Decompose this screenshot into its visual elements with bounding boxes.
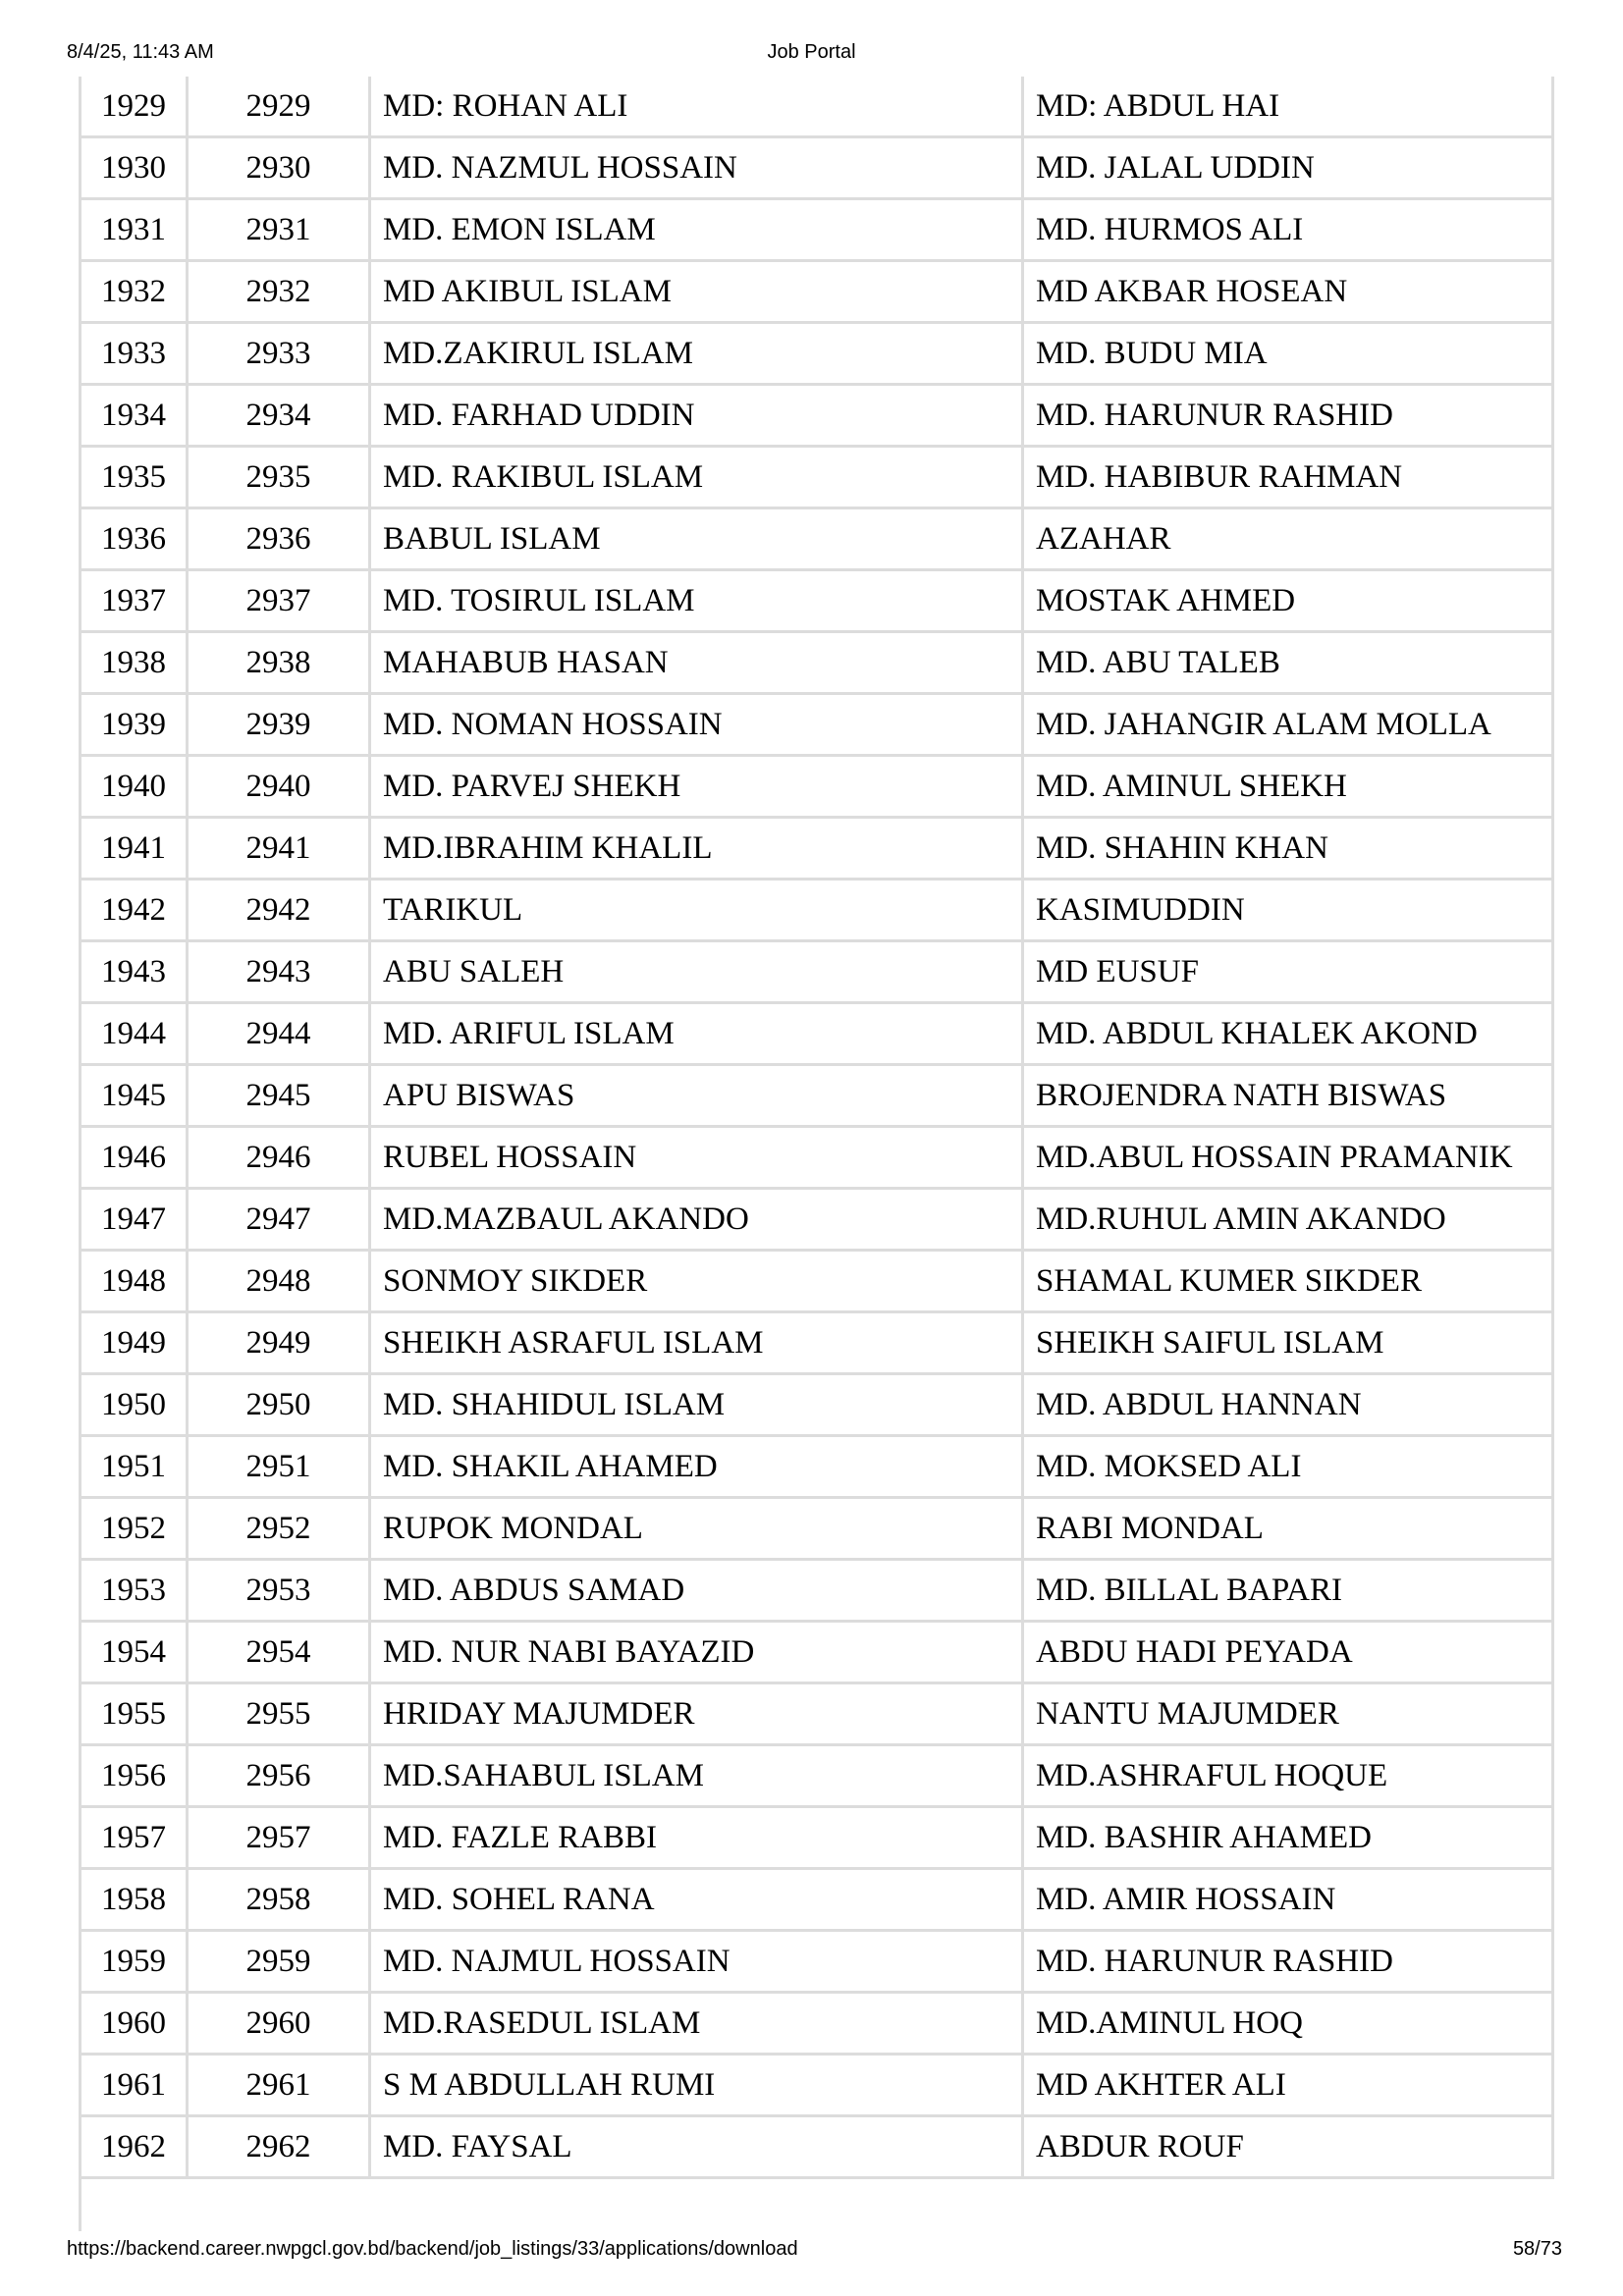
applicants-table-body bbox=[79, 77, 1554, 2179]
serial-cell: 1939 bbox=[79, 695, 189, 757]
serial-cell: 1941 bbox=[79, 819, 189, 881]
table-row bbox=[79, 2056, 1554, 2117]
roll-cell: 2958 bbox=[189, 1870, 371, 1932]
serial-cell: 1936 bbox=[79, 509, 189, 571]
serial-cell: 1961 bbox=[79, 2056, 189, 2117]
father-name-cell: MD. SHAHIN KHAN bbox=[1024, 819, 1554, 881]
applicant-name-cell: MD: ROHAN ALI bbox=[371, 77, 1024, 138]
applicant-name-cell: MD. ARIFUL ISLAM bbox=[371, 1004, 1024, 1066]
table-row bbox=[79, 509, 1554, 571]
roll-cell: 2959 bbox=[189, 1932, 371, 1994]
serial-cell: 1958 bbox=[79, 1870, 189, 1932]
applicant-name-cell: MD.MAZBAUL AKANDO bbox=[371, 1190, 1024, 1252]
father-name-cell: ABDUR ROUF bbox=[1024, 2117, 1554, 2179]
father-name-cell: SHAMAL KUMER SIKDER bbox=[1024, 1252, 1554, 1313]
father-name-cell: MD. MOKSED ALI bbox=[1024, 1437, 1554, 1499]
applicant-name-cell: TARIKUL bbox=[371, 881, 1024, 942]
table-row bbox=[79, 1375, 1554, 1437]
roll-cell: 2935 bbox=[189, 448, 371, 509]
father-name-cell: KASIMUDDIN bbox=[1024, 881, 1554, 942]
father-name-cell: MD.AMINUL HOQ bbox=[1024, 1994, 1554, 2056]
serial-cell: 1929 bbox=[79, 77, 189, 138]
table-row bbox=[79, 386, 1554, 448]
roll-cell: 2961 bbox=[189, 2056, 371, 2117]
roll-cell: 2957 bbox=[189, 1808, 371, 1870]
serial-cell: 1949 bbox=[79, 1313, 189, 1375]
table-row bbox=[79, 1499, 1554, 1561]
roll-cell: 2931 bbox=[189, 200, 371, 262]
roll-cell: 2932 bbox=[189, 262, 371, 324]
applicant-name-cell: MD. FARHAD UDDIN bbox=[371, 386, 1024, 448]
serial-cell: 1938 bbox=[79, 633, 189, 695]
roll-cell: 2933 bbox=[189, 324, 371, 386]
applicant-name-cell: MD. NUR NABI BAYAZID bbox=[371, 1623, 1024, 1684]
applicant-name-cell: MD.IBRAHIM KHALIL bbox=[371, 819, 1024, 881]
applicant-name-cell: MD.SAHABUL ISLAM bbox=[371, 1746, 1024, 1808]
table-row bbox=[79, 1561, 1554, 1623]
table-row bbox=[79, 695, 1554, 757]
roll-cell: 2945 bbox=[189, 1066, 371, 1128]
applicant-name-cell: MD. ABDUS SAMAD bbox=[371, 1561, 1024, 1623]
roll-cell: 2944 bbox=[189, 1004, 371, 1066]
father-name-cell: MD. HURMOS ALI bbox=[1024, 200, 1554, 262]
father-name-cell: MD EUSUF bbox=[1024, 942, 1554, 1004]
print-footer bbox=[0, 2238, 1623, 2268]
page-url: https://backend.career.nwpgcl.gov.bd/backend/job_listings/33/applications/download bbox=[67, 2238, 798, 2260]
serial-cell: 1950 bbox=[79, 1375, 189, 1437]
table-row bbox=[79, 1313, 1554, 1375]
serial-cell: 1933 bbox=[79, 324, 189, 386]
applicant-name-cell: SONMOY SIKDER bbox=[371, 1252, 1024, 1313]
table-row bbox=[79, 1004, 1554, 1066]
applicant-name-cell: MD. NOMAN HOSSAIN bbox=[371, 695, 1024, 757]
father-name-cell: MD. ABDUL HANNAN bbox=[1024, 1375, 1554, 1437]
table-row bbox=[79, 757, 1554, 819]
page-number: 58/73 bbox=[1512, 2238, 1562, 2260]
page-title: Job Portal bbox=[767, 41, 856, 63]
table-row bbox=[79, 881, 1554, 942]
roll-cell: 2960 bbox=[189, 1994, 371, 2056]
serial-cell: 1943 bbox=[79, 942, 189, 1004]
serial-cell: 1957 bbox=[79, 1808, 189, 1870]
father-name-cell: MD. AMINUL SHEKH bbox=[1024, 757, 1554, 819]
roll-cell: 2952 bbox=[189, 1499, 371, 1561]
applicant-name-cell: ABU SALEH bbox=[371, 942, 1024, 1004]
serial-cell: 1955 bbox=[79, 1684, 189, 1746]
serial-cell: 1956 bbox=[79, 1746, 189, 1808]
roll-cell: 2951 bbox=[189, 1437, 371, 1499]
father-name-cell: MD. ABU TALEB bbox=[1024, 633, 1554, 695]
table-row bbox=[79, 324, 1554, 386]
table-row bbox=[79, 1252, 1554, 1313]
applicant-name-cell: RUBEL HOSSAIN bbox=[371, 1128, 1024, 1190]
roll-cell: 2955 bbox=[189, 1684, 371, 1746]
roll-cell: 2941 bbox=[189, 819, 371, 881]
father-name-cell: BROJENDRA NATH BISWAS bbox=[1024, 1066, 1554, 1128]
serial-cell: 1942 bbox=[79, 881, 189, 942]
serial-cell: 1931 bbox=[79, 200, 189, 262]
roll-cell: 2949 bbox=[189, 1313, 371, 1375]
applicant-name-cell: MD.RASEDUL ISLAM bbox=[371, 1994, 1024, 2056]
applicants-table bbox=[79, 77, 1554, 2179]
roll-cell: 2940 bbox=[189, 757, 371, 819]
print-datetime: 8/4/25, 11:43 AM bbox=[67, 41, 214, 63]
table-row bbox=[79, 1128, 1554, 1190]
serial-cell: 1951 bbox=[79, 1437, 189, 1499]
father-name-cell: MD.RUHUL AMIN AKANDO bbox=[1024, 1190, 1554, 1252]
roll-cell: 2947 bbox=[189, 1190, 371, 1252]
serial-cell: 1946 bbox=[79, 1128, 189, 1190]
table-row bbox=[79, 262, 1554, 324]
serial-cell: 1932 bbox=[79, 262, 189, 324]
father-name-cell: MOSTAK AHMED bbox=[1024, 571, 1554, 633]
table-row bbox=[79, 1932, 1554, 1994]
father-name-cell: MD. JALAL UDDIN bbox=[1024, 138, 1554, 200]
roll-cell: 2936 bbox=[189, 509, 371, 571]
roll-cell: 2934 bbox=[189, 386, 371, 448]
father-name-cell: NANTU MAJUMDER bbox=[1024, 1684, 1554, 1746]
applicant-name-cell: MD. FAYSAL bbox=[371, 2117, 1024, 2179]
print-header bbox=[0, 41, 1623, 71]
father-name-cell: MD. BILLAL BAPARI bbox=[1024, 1561, 1554, 1623]
applicant-name-cell: MAHABUB HASAN bbox=[371, 633, 1024, 695]
applicant-name-cell: MD. NAJMUL HOSSAIN bbox=[371, 1932, 1024, 1994]
serial-cell: 1962 bbox=[79, 2117, 189, 2179]
applicant-name-cell: MD. SOHEL RANA bbox=[371, 1870, 1024, 1932]
applicant-name-cell: S M ABDULLAH RUMI bbox=[371, 2056, 1024, 2117]
table-row bbox=[79, 1870, 1554, 1932]
roll-cell: 2937 bbox=[189, 571, 371, 633]
applicant-name-cell: MD. SHAKIL AHAMED bbox=[371, 1437, 1024, 1499]
applicant-name-cell: MD. NAZMUL HOSSAIN bbox=[371, 138, 1024, 200]
roll-cell: 2946 bbox=[189, 1128, 371, 1190]
father-name-cell: AZAHAR bbox=[1024, 509, 1554, 571]
roll-cell: 2943 bbox=[189, 942, 371, 1004]
serial-cell: 1960 bbox=[79, 1994, 189, 2056]
applicant-name-cell: MD. TOSIRUL ISLAM bbox=[371, 571, 1024, 633]
applicant-name-cell: MD. FAZLE RABBI bbox=[371, 1808, 1024, 1870]
father-name-cell: MD. AMIR HOSSAIN bbox=[1024, 1870, 1554, 1932]
father-name-cell: ABDU HADI PEYADA bbox=[1024, 1623, 1554, 1684]
serial-cell: 1954 bbox=[79, 1623, 189, 1684]
table-row bbox=[79, 448, 1554, 509]
roll-cell: 2962 bbox=[189, 2117, 371, 2179]
table-continuation-rule bbox=[79, 2164, 81, 2231]
table-row bbox=[79, 942, 1554, 1004]
father-name-cell: MD. HARUNUR RASHID bbox=[1024, 386, 1554, 448]
roll-cell: 2942 bbox=[189, 881, 371, 942]
father-name-cell: MD. JAHANGIR ALAM MOLLA bbox=[1024, 695, 1554, 757]
table-row bbox=[79, 633, 1554, 695]
serial-cell: 1944 bbox=[79, 1004, 189, 1066]
serial-cell: 1959 bbox=[79, 1932, 189, 1994]
father-name-cell: MD. BUDU MIA bbox=[1024, 324, 1554, 386]
father-name-cell: MD: ABDUL HAI bbox=[1024, 77, 1554, 138]
roll-cell: 2948 bbox=[189, 1252, 371, 1313]
father-name-cell: SHEIKH SAIFUL ISLAM bbox=[1024, 1313, 1554, 1375]
father-name-cell: MD. HARUNUR RASHID bbox=[1024, 1932, 1554, 1994]
roll-cell: 2930 bbox=[189, 138, 371, 200]
table-row bbox=[79, 2117, 1554, 2179]
serial-cell: 1934 bbox=[79, 386, 189, 448]
applicant-name-cell: MD AKIBUL ISLAM bbox=[371, 262, 1024, 324]
table-row bbox=[79, 1746, 1554, 1808]
father-name-cell: MD. ABDUL KHALEK AKOND bbox=[1024, 1004, 1554, 1066]
table-row bbox=[79, 1684, 1554, 1746]
table-row bbox=[79, 77, 1554, 138]
serial-cell: 1952 bbox=[79, 1499, 189, 1561]
roll-cell: 2939 bbox=[189, 695, 371, 757]
table-row bbox=[79, 1437, 1554, 1499]
applicant-name-cell: MD. SHAHIDUL ISLAM bbox=[371, 1375, 1024, 1437]
father-name-cell: RABI MONDAL bbox=[1024, 1499, 1554, 1561]
father-name-cell: MD.ASHRAFUL HOQUE bbox=[1024, 1746, 1554, 1808]
applicant-name-cell: HRIDAY MAJUMDER bbox=[371, 1684, 1024, 1746]
applicant-name-cell: MD.ZAKIRUL ISLAM bbox=[371, 324, 1024, 386]
father-name-cell: MD. HABIBUR RAHMAN bbox=[1024, 448, 1554, 509]
serial-cell: 1948 bbox=[79, 1252, 189, 1313]
applicant-name-cell: RUPOK MONDAL bbox=[371, 1499, 1024, 1561]
father-name-cell: MD AKBAR HOSEAN bbox=[1024, 262, 1554, 324]
father-name-cell: MD.ABUL HOSSAIN PRAMANIK bbox=[1024, 1128, 1554, 1190]
applicant-name-cell: MD. PARVEJ SHEKH bbox=[371, 757, 1024, 819]
serial-cell: 1945 bbox=[79, 1066, 189, 1128]
roll-cell: 2950 bbox=[189, 1375, 371, 1437]
serial-cell: 1935 bbox=[79, 448, 189, 509]
serial-cell: 1930 bbox=[79, 138, 189, 200]
table-row bbox=[79, 1066, 1554, 1128]
applicant-name-cell: MD. RAKIBUL ISLAM bbox=[371, 448, 1024, 509]
table-row bbox=[79, 571, 1554, 633]
table-row bbox=[79, 1623, 1554, 1684]
roll-cell: 2956 bbox=[189, 1746, 371, 1808]
table-row bbox=[79, 138, 1554, 200]
serial-cell: 1947 bbox=[79, 1190, 189, 1252]
father-name-cell: MD. BASHIR AHAMED bbox=[1024, 1808, 1554, 1870]
applicant-name-cell: SHEIKH ASRAFUL ISLAM bbox=[371, 1313, 1024, 1375]
roll-cell: 2929 bbox=[189, 77, 371, 138]
serial-cell: 1937 bbox=[79, 571, 189, 633]
applicant-name-cell: BABUL ISLAM bbox=[371, 509, 1024, 571]
serial-cell: 1940 bbox=[79, 757, 189, 819]
table-row bbox=[79, 819, 1554, 881]
table-row bbox=[79, 1808, 1554, 1870]
roll-cell: 2954 bbox=[189, 1623, 371, 1684]
table-row bbox=[79, 200, 1554, 262]
applicants-table-container bbox=[79, 77, 1554, 2179]
roll-cell: 2938 bbox=[189, 633, 371, 695]
table-row bbox=[79, 1190, 1554, 1252]
father-name-cell: MD AKHTER ALI bbox=[1024, 2056, 1554, 2117]
roll-cell: 2953 bbox=[189, 1561, 371, 1623]
applicant-name-cell: APU BISWAS bbox=[371, 1066, 1024, 1128]
serial-cell: 1953 bbox=[79, 1561, 189, 1623]
applicant-name-cell: MD. EMON ISLAM bbox=[371, 200, 1024, 262]
table-row bbox=[79, 1994, 1554, 2056]
